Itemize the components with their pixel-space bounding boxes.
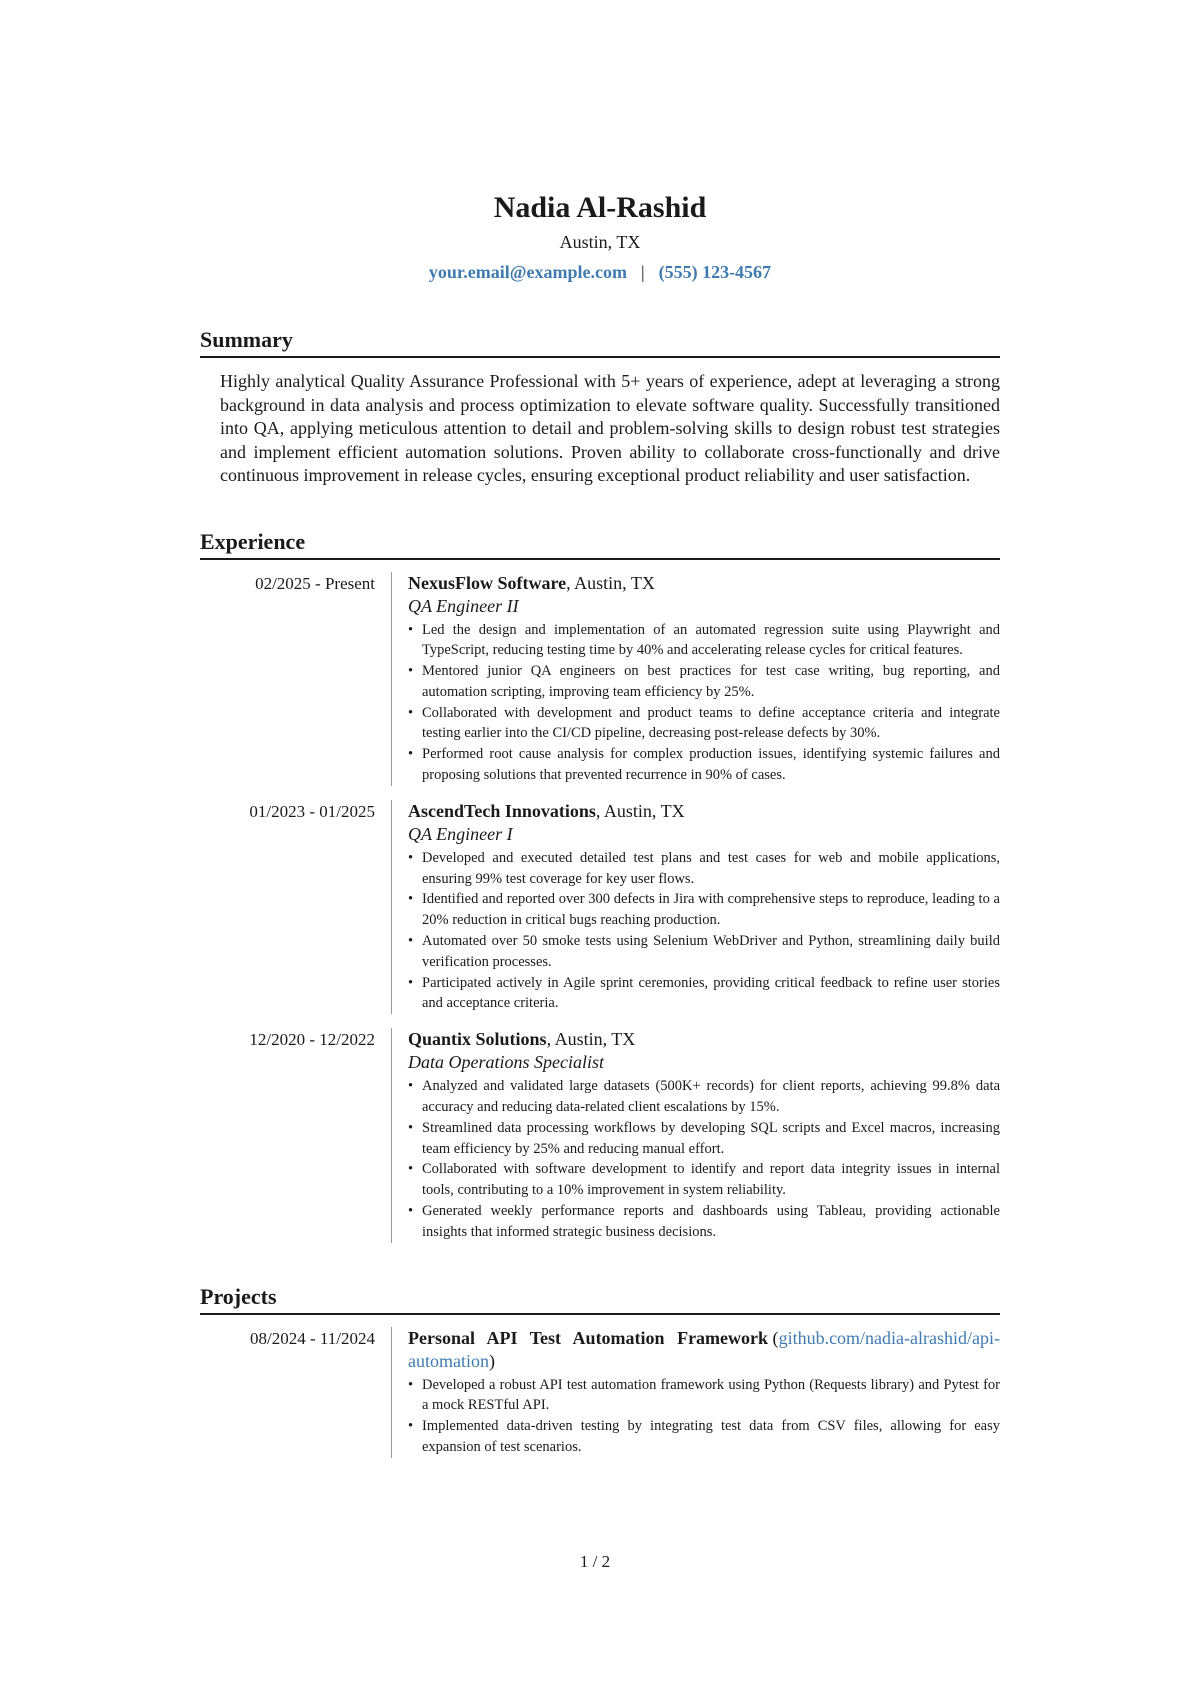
entry-body [391,572,1000,786]
project-link-close: ) [488,1350,495,1371]
job-role: QA Engineer II [408,595,519,616]
company-name: Quantix Solutions [408,1029,547,1050]
bullet-item: • Collaborated with development and product teams to define acceptance criteria and integrate testing earlier into the CI/CD pipeline, decreasing post-release defects by 30%. [408,703,1000,745]
company-location: , Austin, TX [566,572,655,593]
entry-date: 12/2020 - 12/2022 [249,1030,375,1050]
entry-org-line [408,572,1000,595]
bullet-list [408,1076,1000,1242]
bullet-item: • Identified and reported over 300 defects in Jira with comprehensive steps to reproduce, leading to a 20% reduction in critical bugs reaching production. [408,889,1000,931]
company-name: AscendTech Innovations [408,800,596,821]
company-name: NexusFlow Software [408,572,567,593]
candidate-location: Austin, TX [559,232,641,252]
bullet-item: • Developed a robust API test automation framework using Python (Requests library) and Pytest for a mock RESTful API. [408,1375,1000,1417]
summary-text: Highly analytical Quality Assurance Professional with 5+ years of experience, adept at leveraging a strong background in data analysis and process optimization to elevate software quality. Successfully transitioned into QA, applying meticulous attention to detail and problem-solving skills to design robust test strategies and implement efficient automation solutions. Proven ability to collaborate cross-functionally and drive continuous improvement in release cycles, ensuring exceptional product reliability and user satisfaction. [220,371,1000,485]
entry-date: 08/2024 - 11/2024 [250,1328,375,1348]
email-link[interactable]: your.email@example.com [428,262,627,282]
experience-entry [200,572,1000,786]
bullet-item: • Collaborated with software development to identify and report data integrity issues in internal tools, contributing to a 10% improvement in system reliability. [408,1159,1000,1201]
bullet-item: • Generated weekly performance reports and dashboards using Tableau, providing actionable insights that informed strategic business decisions. [408,1201,1000,1243]
summary-heading: Summary [200,326,1000,358]
experience-entry [200,1028,1000,1242]
entry-org-line [408,800,1000,823]
job-role: Data Operations Specialist [408,1052,604,1073]
entry-body [391,1327,1000,1458]
bullet-item: • Automated over 50 smoke tests using Selenium WebDriver and Python, streamlining daily build verification processes. [408,931,1000,973]
entry-body [391,1028,1000,1242]
project-link-open: ( [768,1327,779,1348]
experience-entry [200,800,1000,1014]
bullet-item: • Led the design and implementation of an automated regression suite using Playwright and TypeScript, reducing testing time by 40% and accelerating release cycles for critical features. [408,620,1000,662]
projects-section [200,1283,1000,1458]
bullet-item: • Streamlined data processing workflows by developing SQL scripts and Excel macros, increasing team efficiency by 25% and reducing manual effort. [408,1118,1000,1160]
job-role: QA Engineer I [408,823,513,844]
bullet-item: • Mentored junior QA engineers on best practices for test case writing, bug reporting, and automation scripting, improving team efficiency by 25%. [408,661,1000,703]
project-title-line [408,1327,1000,1373]
projects-heading: Projects [200,1283,1000,1315]
entry-date: 01/2023 - 01/2025 [249,801,375,821]
candidate-name: Nadia Al-Rashid [493,191,707,224]
project-link[interactable]: github.com/nadia-alrashid/api-automation [408,1327,1000,1371]
project-name: Personal API Test Automation Framework [408,1327,769,1348]
summary-section [200,326,1000,488]
bullet-item: • Participated actively in Agile sprint ceremonies, providing critical feedback to refine user stories and acceptance criteria. [408,973,1000,1015]
entry-org-line [408,1028,1000,1051]
bullet-item: • Developed and executed detailed test plans and test cases for web and mobile applications, ensuring 99% test coverage for key user flows. [408,848,1000,890]
resume-header [200,0,1000,284]
contact-line [200,260,1000,284]
resume-page [200,0,1000,1458]
experience-section [200,528,1000,1243]
experience-heading: Experience [200,528,1000,560]
bullet-item: • Performed root cause analysis for complex production issues, identifying systemic failures and proposing solutions that prevented recurrence in 90% of cases. [408,744,1000,786]
contact-separator: | [640,262,645,282]
project-entry [200,1327,1000,1458]
bullet-list [408,848,1000,1014]
company-location: , Austin, TX [595,800,685,821]
entry-date: 02/2025 - Present [255,573,375,593]
phone-link[interactable]: (555) 123-4567 [658,262,772,282]
bullet-item: • Analyzed and validated large datasets (500K+ records) for client reports, achieving 99.8% data accuracy and reducing data-related client escalations by 15%. [408,1076,1000,1118]
page-number: 1 / 2 [579,1552,611,1571]
company-location: , Austin, TX [546,1029,636,1050]
entry-body [391,800,1000,1014]
bullet-list [408,1375,1000,1458]
bullet-item: • Implemented data-driven testing by integrating test data from CSV files, allowing for easy expansion of test scenarios. [408,1416,1000,1458]
bullet-list [408,620,1000,786]
